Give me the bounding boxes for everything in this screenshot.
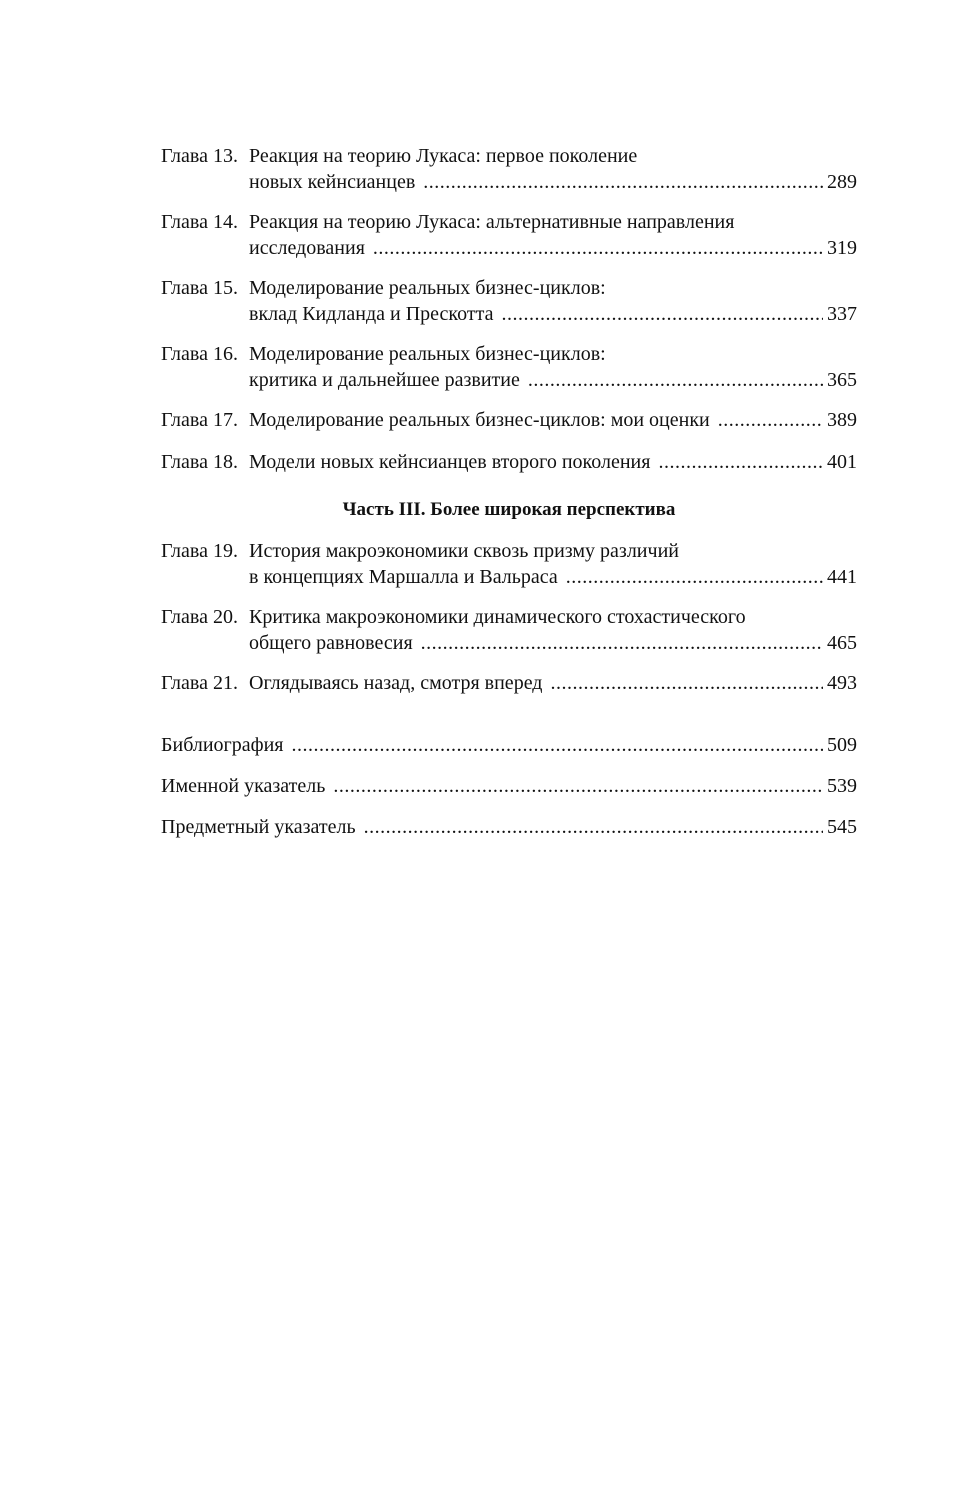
chapter-title-continued: новых кейнсианцев <box>249 171 416 193</box>
toc-entry-bibliography[interactable] <box>161 732 857 758</box>
page-number: 389 <box>827 409 857 431</box>
chapter-label: Глава 17. <box>161 409 238 431</box>
entry-title: Именной указатель <box>161 775 326 797</box>
page-number: 401 <box>827 451 857 473</box>
chapter-title: Оглядываясь назад, смотря вперед <box>249 672 543 694</box>
chapter-title: Критика макроэкономики динамического стохастического <box>249 606 746 628</box>
dot-leader <box>423 169 823 195</box>
page-number: 289 <box>827 171 857 193</box>
chapter-title: Модели новых кейнсианцев второго поколения <box>249 451 651 473</box>
toc-entry-chapter-20[interactable] <box>161 604 857 656</box>
toc-entry-chapter-17[interactable] <box>161 407 857 433</box>
dot-leader <box>421 630 823 656</box>
chapter-title-continued: в концепциях Маршалла и Вальраса <box>249 566 558 588</box>
dot-leader <box>528 367 823 393</box>
entry-title: Предметный указатель <box>161 816 356 838</box>
toc-entry-subject-index[interactable] <box>161 814 857 840</box>
chapter-label: Глава 15. <box>161 277 238 299</box>
toc-entry-chapter-19[interactable] <box>161 538 857 590</box>
chapter-title: Моделирование реальных бизнес-циклов: мои оценки <box>249 409 710 431</box>
table-of-contents <box>161 143 857 855</box>
part-heading: Часть III. Более широкая перспектива <box>342 499 676 520</box>
toc-entry-chapter-13[interactable] <box>161 143 857 195</box>
dot-leader <box>550 670 823 696</box>
chapter-title: Моделирование реальных бизнес-циклов: <box>249 343 606 365</box>
page-number: 539 <box>827 775 857 797</box>
chapter-title-continued: общего равновесия <box>249 632 413 654</box>
chapter-title: История макроэкономики сквозь призму различий <box>249 540 679 562</box>
dot-leader <box>292 732 824 758</box>
chapter-label: Глава 19. <box>161 540 238 562</box>
chapter-title: Реакция на теорию Лукаса: альтернативные направления <box>249 211 735 233</box>
dot-leader <box>333 773 823 799</box>
chapter-title-continued: критика и дальнейшее развитие <box>249 369 520 391</box>
page-number: 365 <box>827 369 857 391</box>
chapter-label: Глава 14. <box>161 211 238 233</box>
page-number: 441 <box>827 566 857 588</box>
backmatter-section <box>161 732 857 840</box>
chapter-title: Моделирование реальных бизнес-циклов: <box>249 277 606 299</box>
chapter-label: Глава 21. <box>161 672 238 694</box>
page-number: 509 <box>827 734 857 756</box>
dot-leader <box>501 301 823 327</box>
dot-leader <box>373 235 823 261</box>
page-number: 337 <box>827 303 857 325</box>
chapter-title: Реакция на теорию Лукаса: первое поколение <box>249 145 638 167</box>
toc-entry-chapter-21[interactable] <box>161 670 857 696</box>
dot-leader <box>718 407 823 433</box>
page-number: 465 <box>827 632 857 654</box>
chapter-title-continued: исследования <box>249 237 365 259</box>
dot-leader <box>364 814 823 840</box>
dot-leader <box>658 449 823 475</box>
chapter-label: Глава 13. <box>161 145 238 167</box>
chapter-label: Глава 20. <box>161 606 238 628</box>
entry-title: Библиография <box>161 734 284 756</box>
toc-entry-chapter-18[interactable] <box>161 449 857 475</box>
page-number: 545 <box>827 816 857 838</box>
chapter-label: Глава 16. <box>161 343 238 365</box>
toc-entry-chapter-15[interactable] <box>161 275 857 327</box>
dot-leader <box>566 564 823 590</box>
toc-entry-name-index[interactable] <box>161 773 857 799</box>
page-number: 493 <box>827 672 857 694</box>
toc-entry-chapter-16[interactable] <box>161 341 857 393</box>
chapter-title-continued: вклад Кидланда и Прескотта <box>249 303 494 325</box>
chapter-label: Глава 18. <box>161 451 238 473</box>
toc-entry-chapter-14[interactable] <box>161 209 857 261</box>
page-number: 319 <box>827 237 857 259</box>
